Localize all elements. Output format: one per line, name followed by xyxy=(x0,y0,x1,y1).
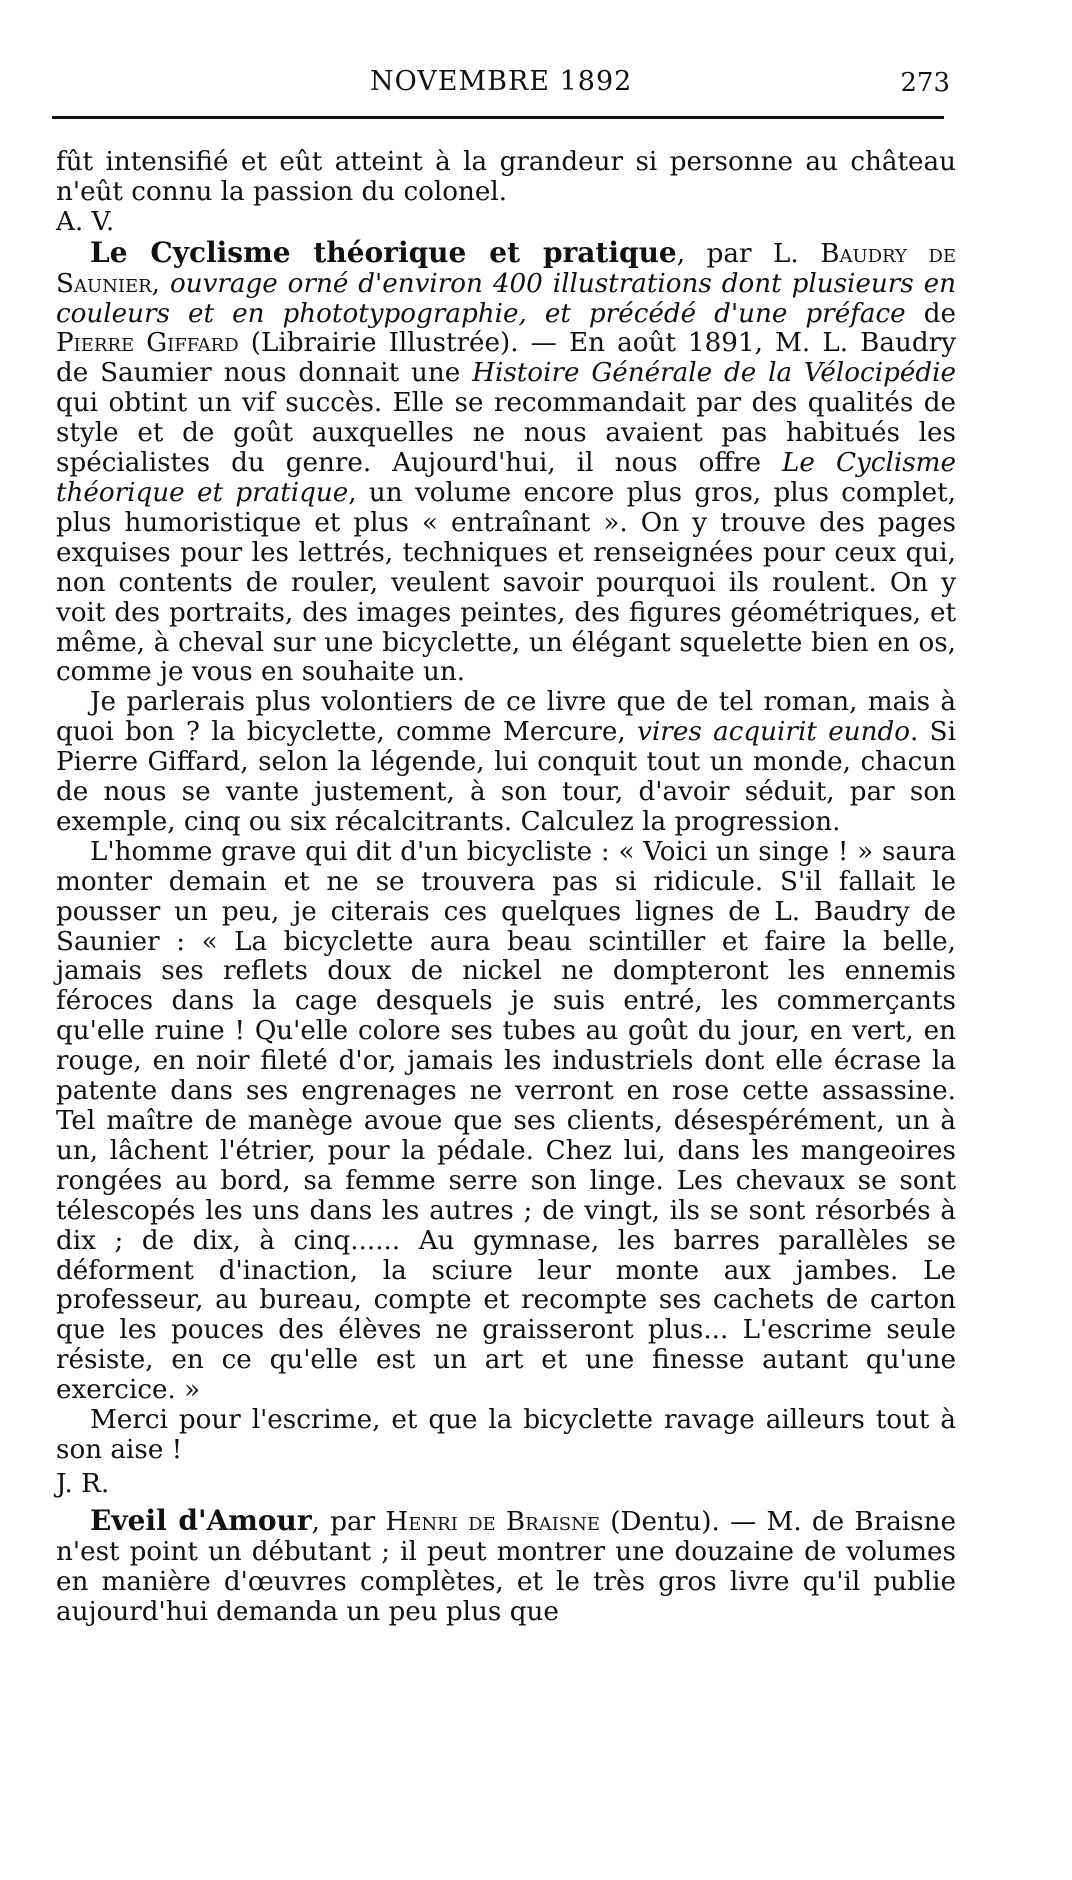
header-title: NOVEMBRE 1892 xyxy=(370,66,633,97)
paragraph-2 xyxy=(56,688,956,838)
paragraph-2-end: . Si Pierre Giffard, selon la légende, lui conquit tout un monde, chacun de nous se vante justement, à son tour, d'avoir séduit, par son exemple, cinq ou six récalcitrants. Calculez la progression. xyxy=(56,717,956,837)
review-author: Baudry de Saunier xyxy=(56,238,957,299)
signature-jr: J. R. xyxy=(56,1468,110,1499)
body-text xyxy=(56,148,956,1627)
paragraph-3: L'homme grave qui dit d'un bicycliste : « Voici un singe ! » saura monter demain et ne se trouvera pas si ridicule. S'il fallait le pousser un peu, je citerais ces quelques lignes de L. Baudry de Saunier : « La bicyclette aura beau scintiller et faire la belle, jamais ses reflets doux de nickel ne dompteront les ennemis féroces dans la cage desquels je suis entré, les commerçants qu'elle ruine ! Qu'elle colore ses tubes au goût du jour, en vert, en rouge, en noir fileté d'or, jamais les industriels dont elle écrase la patente dans ses engrenages ne verront en rose cette assassine. Tel maître de manège avoue que ses clients, désespérément, un à un, lâchent l'étrier, pour la pédale. Chez lui, dans les mangeoires rongées au bord, sa femme serre son linge. Les chevaux se sont télescopés les uns dans les autres ; de vingt, ils se sont résorbés à dix ; de dix, à cinq...... Au gymnase, les barres parallèles se déforment d'inaction, la sciure leur monte aux jambes. Le professeur, au bureau, compte et recompte ses cachets de carton que les pouces des élèves ne graisseront plus... L'escrime seule résiste, en ce qu'elle est un art et une finesse autant qu'une exercice. » xyxy=(56,836,956,1406)
review-title-eveil: Eveil d'Amour xyxy=(90,1503,312,1537)
paragraph-text: qui obtint un vif succès. Elle se recommandait par des qualités de style et de goût auxquelles ne nous avaient pas habitués les spécialistes du genre. Aujourd'hui, il nous offre xyxy=(56,388,956,479)
latin-quote: vires acquirit eundo xyxy=(637,717,910,748)
page-number: 273 xyxy=(900,68,950,98)
paragraph-4: Merci pour l'escrime, et que la bicyclette ravage ailleurs tout à son aise ! xyxy=(56,1405,956,1465)
book-description: ouvrage orné d'environ 400 illustrations dont plusieurs en couleurs et en phototypographie, et précédé d'une préface xyxy=(56,268,956,329)
de-word: de xyxy=(905,298,956,329)
running-header xyxy=(50,66,950,110)
review-cyclisme-paragraph xyxy=(56,235,957,689)
review2-author: Henri de Braisne xyxy=(385,1506,601,1537)
header-rule xyxy=(52,116,944,119)
paragraph-2-start: Je parlerais plus volontiers de ce livre que de tel roman, mais à quoi bon ? la bicyclette, comme Mercure, xyxy=(56,687,956,748)
review-sep: , xyxy=(151,268,170,299)
signature-av: A. V. xyxy=(56,206,115,237)
previous-book-title: Histoire Générale de la Vélocipédie xyxy=(472,358,956,389)
paragraph-text-end: , un volume encore plus gros, plus complet, plus humoristique et plus « entraînant ». On y trouve des pages exquises pour les lettrés, techniques et renseignées pour ceux qui, non contents de rouler, veulent savoir pourquoi ils roulent. On y voit des portraits, des images peintes, des figures géométriques, et même, à cheval sur une bicyclette, un élégant squelette bien en os, comme je vous en souhaite un. xyxy=(56,477,957,688)
intro-paragraph: fût intensifié et eût atteint à la grandeur si personne au château n'eût connu la passion du colonel. xyxy=(56,147,956,207)
review2-text: (Dentu). — M. de Braisne n'est point un débutant ; il peut montrer une douzaine de volumes en manière d'œuvres complètes, et le très gros livre qu'il publie aujourd'hui demanda un peu plus que xyxy=(56,1506,956,1627)
review2-by: , par xyxy=(311,1506,386,1537)
review-title-cyclisme: Le Cyclisme théorique et pratique xyxy=(90,235,677,269)
review-eveil-paragraph xyxy=(56,1503,956,1628)
review-by: , par L. xyxy=(676,238,821,269)
preface-author: Pierre Giffard xyxy=(56,328,239,359)
publisher-info: (Librairie Illustrée). — En août 1891, M. L. Baudry de Saumier nous donnait une xyxy=(56,328,956,389)
book-title-inline: Le Cyclisme théorique et pratique xyxy=(56,448,956,508)
